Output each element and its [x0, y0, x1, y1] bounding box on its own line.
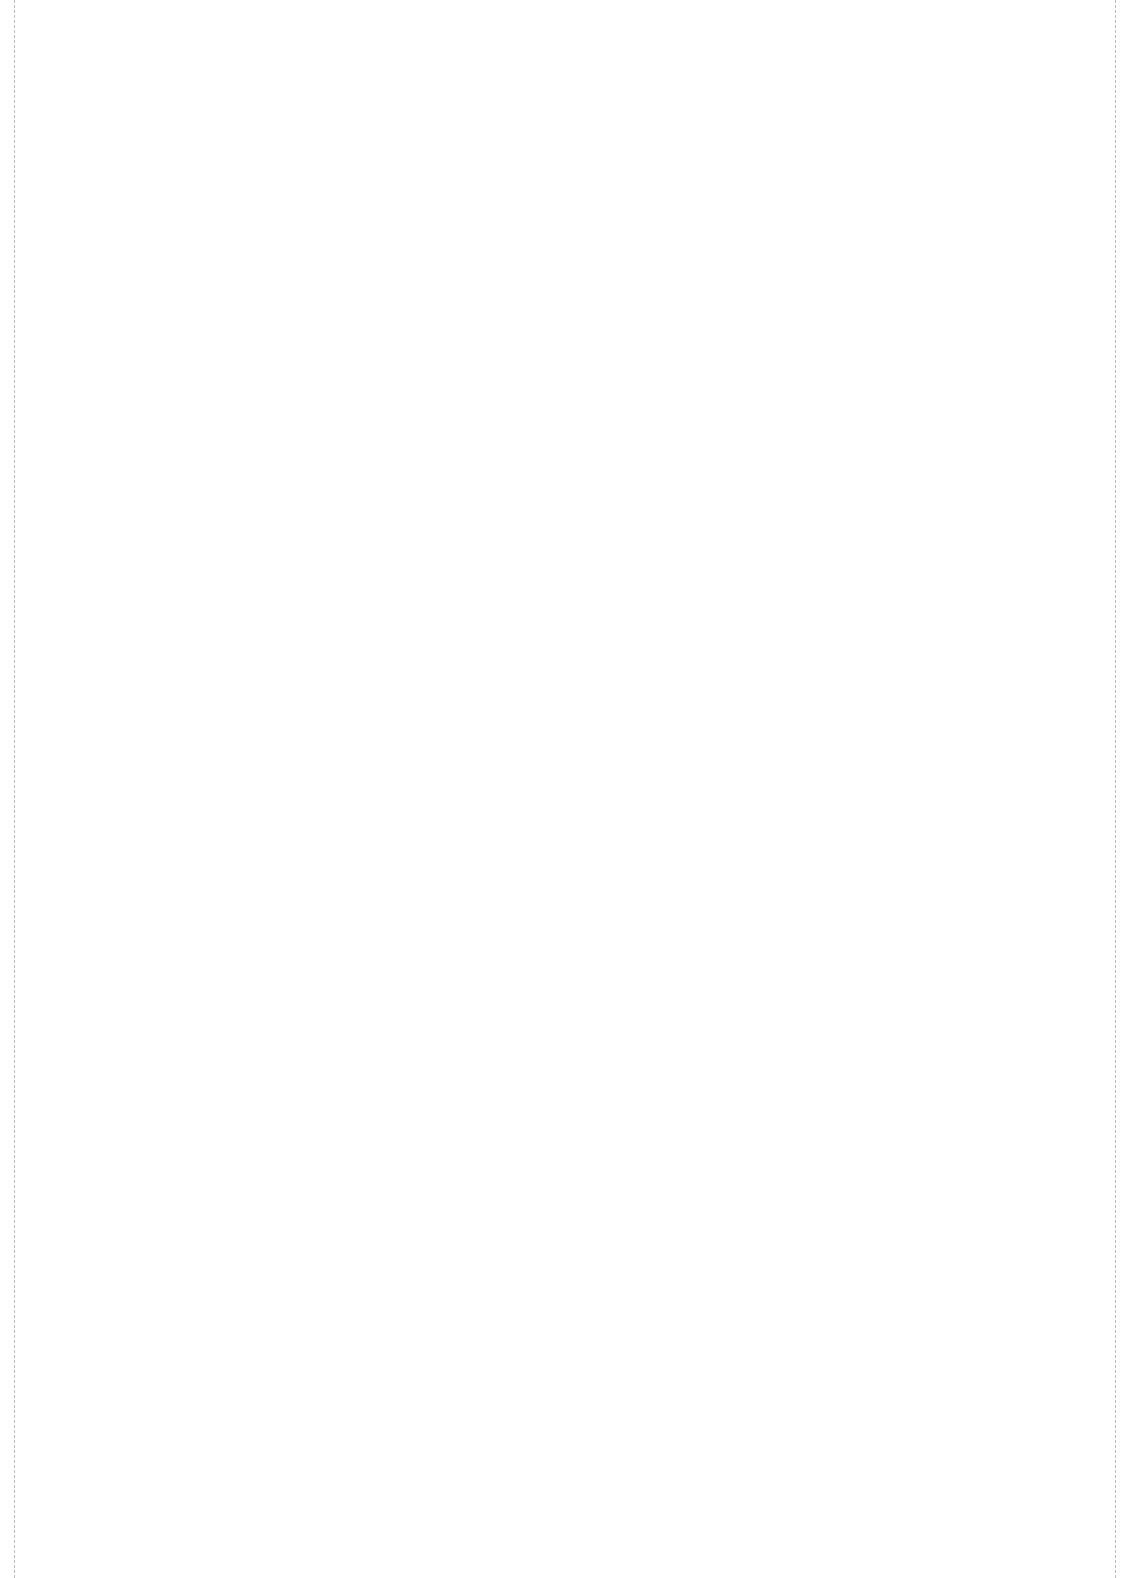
kalimba-sheet-1 [100, 295, 520, 1444]
left-watermark-strip [0, 0, 15, 1578]
footer-source [870, 1510, 888, 1535]
score-meta [524, 214, 574, 244]
right-watermark-strip [1115, 0, 1130, 1578]
sheet-2-svg [636, 295, 1056, 1440]
sheet-1-svg [100, 295, 520, 1440]
kalimba-sheet-2 [636, 295, 1056, 1444]
